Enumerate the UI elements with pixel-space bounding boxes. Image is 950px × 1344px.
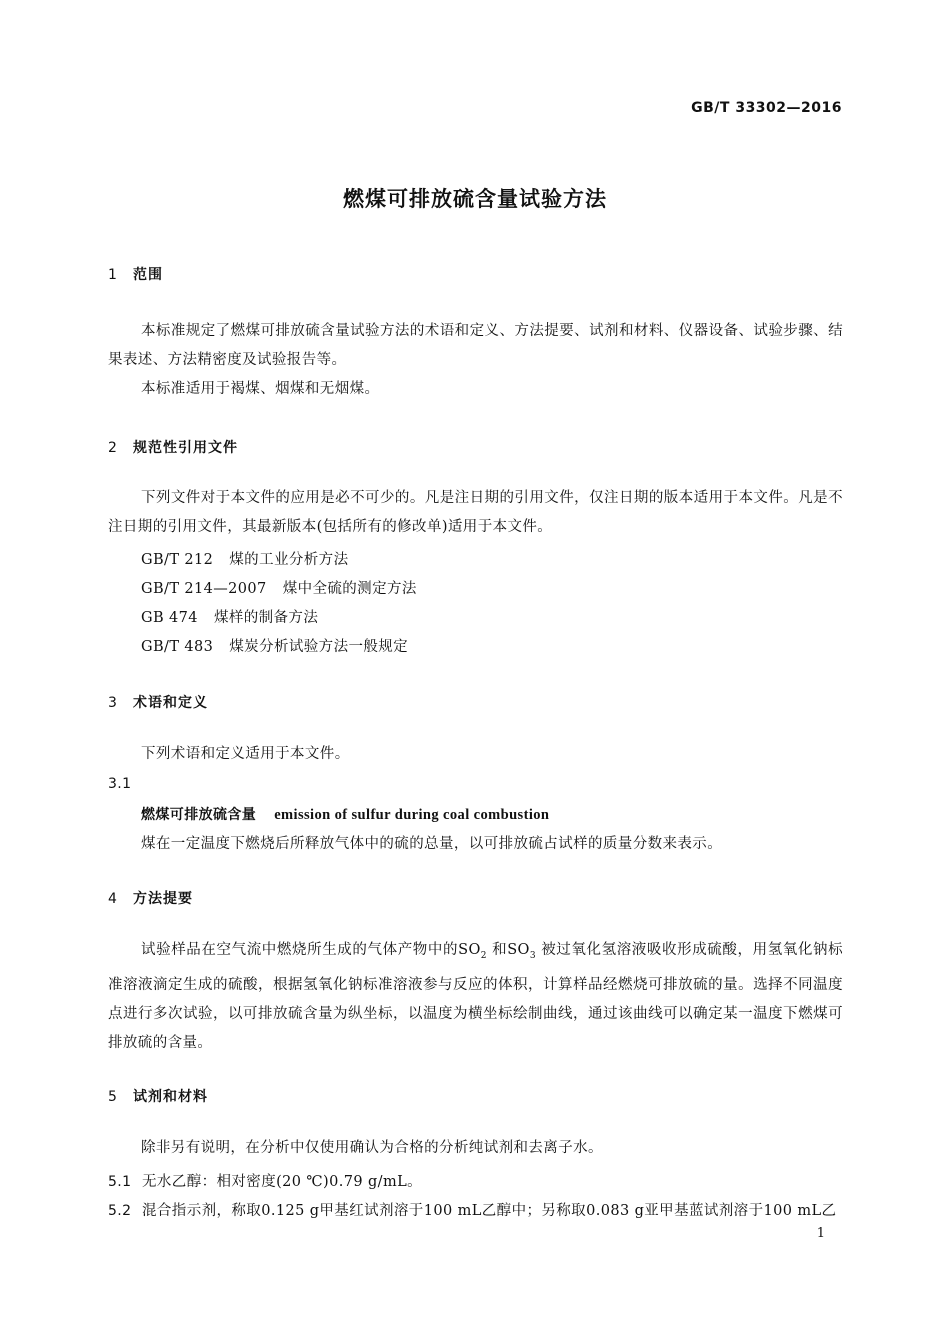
page-number: 1 xyxy=(816,1226,825,1241)
reference-item xyxy=(141,635,408,656)
section-3-paragraph-1: 下列术语和定义适用于本文件。 xyxy=(141,746,350,762)
section-2-title: 规范性引用文件 xyxy=(133,440,238,456)
section-1-number: 1 xyxy=(108,267,118,283)
section-3-title: 术语和定义 xyxy=(133,695,208,711)
section-1-paragraph-1: 本标准规定了燃煤可排放硫含量试验方法的术语和定义、方法提要、试剂和材料、仪器设备、试验步骤、结果表述、方法精密度及试验报告等。 xyxy=(108,323,843,368)
reference-code: GB/T 212 xyxy=(141,552,214,568)
reference-item xyxy=(141,548,348,569)
subscript: 3 xyxy=(529,950,536,961)
section-4-heading xyxy=(108,888,193,908)
section-2-number: 2 xyxy=(108,440,118,456)
item-text: 无水乙醇：相对密度(20 ℃)0.79 g/mL。 xyxy=(142,1174,423,1190)
section-4-paragraph-1 xyxy=(108,936,843,1058)
section-4-number: 4 xyxy=(108,891,118,907)
section-4-title: 方法提要 xyxy=(133,891,193,907)
list-item xyxy=(108,1170,422,1191)
section-3-heading xyxy=(108,692,208,712)
section-3-number: 3 xyxy=(108,695,118,711)
section-1-heading xyxy=(108,264,163,284)
subscript: 2 xyxy=(480,950,487,961)
section-5-paragraph-1: 除非另有说明，在分析中仅使用确认为合格的分析纯试剂和去离子水。 xyxy=(141,1140,603,1156)
term-chinese: 燃煤可排放硫含量 xyxy=(141,807,257,823)
term-english: emission of sulfur during coal combustion xyxy=(274,807,550,823)
reference-name: 煤炭分析试验方法一般规定 xyxy=(229,639,409,655)
term-number: 3.1 xyxy=(108,776,132,792)
reference-name: 煤的工业分析方法 xyxy=(229,552,349,568)
section-2-heading xyxy=(108,437,238,457)
document-title: 燃煤可排放硫含量试验方法 xyxy=(343,187,607,211)
section-1-title: 范围 xyxy=(133,267,163,283)
reference-code: GB/T 214—2007 xyxy=(141,581,267,597)
item-number: 5.1 xyxy=(108,1174,132,1190)
reference-name: 煤中全硫的测定方法 xyxy=(282,581,417,597)
term-definition: 煤在一定温度下燃烧后所释放气体中的硫的总量，以可排放硫占试样的质量分数来表示。 xyxy=(141,836,723,852)
paragraph-text: 试验样品在空气流中燃烧所生成的气体产物中的SO xyxy=(141,942,481,958)
item-number: 5.2 xyxy=(108,1203,132,1219)
section-5-title: 试剂和材料 xyxy=(133,1089,208,1105)
reference-item xyxy=(141,606,318,627)
reference-name: 煤样的制备方法 xyxy=(213,610,319,626)
paragraph-text: 被过氧化氢溶液吸收形成硫酸，用氢氧化钠标准溶液滴定生成的硫酸，根据氢氧化钠标准溶液参与反应的体积，计算样品经燃烧可排放硫的量。选择不同温度点进行多次试验，以可排放硫含量为纵坐标，以温度为横坐标绘制曲线，通过该曲线可以确定某一温度下燃煤可排放硫的含量。 xyxy=(108,942,843,1051)
section-5-heading xyxy=(108,1086,208,1106)
section-2-paragraph-1: 下列文件对于本文件的应用是必不可少的。凡是注日期的引用文件，仅注日期的版本适用于本文件。凡是不注日期的引用文件，其最新版本(包括所有的修改单)适用于本文件。 xyxy=(108,490,843,535)
section-1-paragraph-2: 本标准适用于褐煤、烟煤和无烟煤。 xyxy=(141,381,380,397)
list-item xyxy=(108,1199,836,1220)
standard-number: GB/T 33302—2016 xyxy=(691,100,842,116)
paragraph-text: 和SO xyxy=(492,942,530,958)
reference-code: GB 474 xyxy=(141,610,198,626)
section-5-number: 5 xyxy=(108,1089,118,1105)
term-heading xyxy=(141,804,549,824)
reference-item xyxy=(141,577,417,598)
reference-code: GB/T 483 xyxy=(141,639,214,655)
item-text: 混合指示剂，称取0.125 g甲基红试剂溶于100 mL乙醇中；另称取0.083 g亚甲基蓝试剂溶于100 mL乙 xyxy=(142,1203,837,1219)
